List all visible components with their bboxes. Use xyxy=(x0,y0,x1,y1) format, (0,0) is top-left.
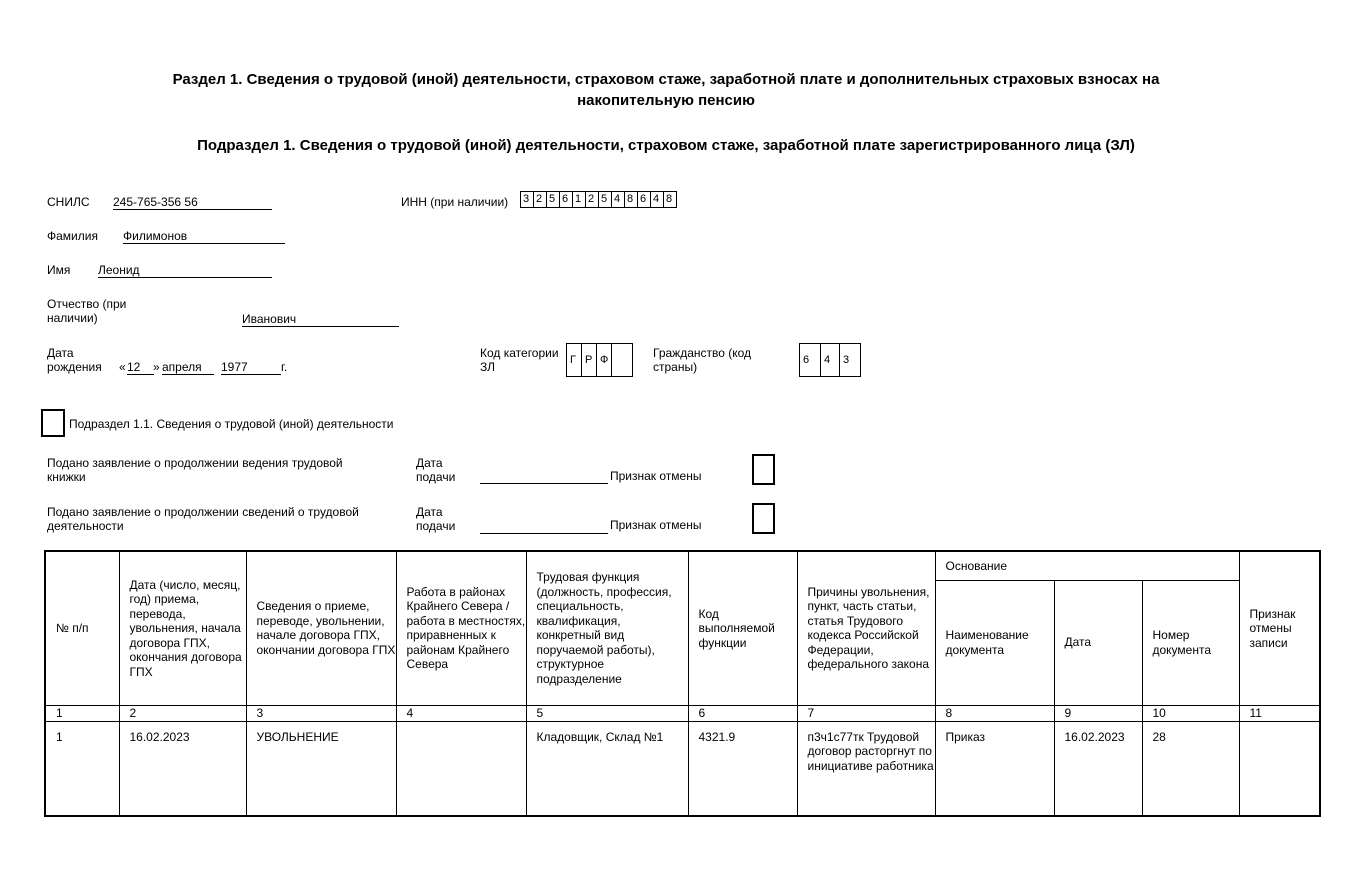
row-event-date: 16.02.2023 xyxy=(119,721,246,816)
cancel-mark-checkbox[interactable] xyxy=(752,454,775,485)
category-label-line1: Код категории xyxy=(480,346,559,360)
header-labor-function: Трудовая функция (должность, профессия, специальность, квалификация, конкретный вид поручаемой работы), структурное подразделение xyxy=(526,551,688,705)
citizenship-code-field[interactable] xyxy=(799,343,861,377)
row-cancel-mark xyxy=(1239,721,1320,816)
inn-digit: 6 xyxy=(560,192,573,207)
work-book-statement-line2: книжки xyxy=(47,470,86,484)
snils-field[interactable]: 245-765-356 56 xyxy=(113,195,272,210)
column-number: 3 xyxy=(246,705,396,721)
submission-date-field[interactable] xyxy=(480,533,608,534)
table-row xyxy=(45,721,1320,816)
row-document-name: Приказ xyxy=(935,721,1054,816)
citizenship-label-line1: Гражданство (код xyxy=(653,346,752,360)
inn-digit: 2 xyxy=(534,192,547,207)
work-book-statement-line1: Подано заявление о продолжении ведения трудовой xyxy=(47,456,343,470)
column-number: 5 xyxy=(526,705,688,721)
section-title-line2: накопительную пенсию xyxy=(577,92,755,109)
inn-digit: 5 xyxy=(599,192,612,207)
birth-close-quote: » xyxy=(153,360,160,374)
section-title-line1: Раздел 1. Сведения о трудовой (иной) деятельности, страховом стаже, заработной плате и дополнительных страховых взносах на xyxy=(172,71,1160,88)
header-document-number: Номер документа xyxy=(1142,580,1239,705)
column-number: 8 xyxy=(935,705,1054,721)
inn-field[interactable] xyxy=(520,191,677,208)
birth-open-quote: « xyxy=(119,360,126,374)
patronymic-field[interactable]: Иванович xyxy=(242,312,399,327)
citizenship-code-cell: 3 xyxy=(840,344,861,376)
header-cancel-mark: Признак отмены записи xyxy=(1239,551,1320,705)
row-far-north xyxy=(396,721,526,816)
birth-year-suffix: г. xyxy=(281,360,288,374)
section-title xyxy=(0,69,1332,111)
inn-digit: 3 xyxy=(521,192,534,207)
submission-date-label-line2: подачи xyxy=(416,470,456,484)
row-labor-function: Кладовщик, Склад №1 xyxy=(526,721,688,816)
row-function-code: 4321.9 xyxy=(688,721,797,816)
birth-year-field[interactable]: 1977 xyxy=(221,360,281,375)
inn-digit: 4 xyxy=(612,192,625,207)
column-number: 2 xyxy=(119,705,246,721)
patronymic-label xyxy=(47,297,126,325)
inn-digit: 1 xyxy=(573,192,586,207)
activity-info-statement-line1: Подано заявление о продолжении сведений о трудовой xyxy=(47,505,359,519)
work-book-statement-label xyxy=(47,456,397,484)
snils-label: СНИЛС xyxy=(47,195,90,209)
column-number: 1 xyxy=(45,705,119,721)
inn-digit: 6 xyxy=(638,192,651,207)
cancel-mark-label: Признак отмены xyxy=(610,518,702,532)
header-far-north: Работа в районах Крайнего Севера / работа в местностях, приравненных к районам Крайнего Севера xyxy=(396,551,526,705)
row-number: 1 xyxy=(45,721,119,816)
subsection-11-checkbox[interactable] xyxy=(41,409,65,437)
inn-digit: 8 xyxy=(664,192,677,207)
category-label-line2: ЗЛ xyxy=(480,360,495,374)
submission-date-label-line1: Дата xyxy=(416,456,443,470)
employment-records-table xyxy=(44,550,1321,817)
submission-date-label-line2: подачи xyxy=(416,519,456,533)
column-number: 11 xyxy=(1239,705,1320,721)
inn-digit: 5 xyxy=(547,192,560,207)
subsection-title: Подраздел 1. Сведения о трудовой (иной) деятельности, страховом стаже, заработной плате зарегистрированного лица (ЗЛ) xyxy=(197,137,1135,154)
submission-date-label-line1: Дата xyxy=(416,505,443,519)
inn-digit: 8 xyxy=(625,192,638,207)
patronymic-label-line1: Отчество (при xyxy=(47,297,127,311)
column-number: 4 xyxy=(396,705,526,721)
row-document-number: 28 xyxy=(1142,721,1239,816)
category-code-cell: Г xyxy=(567,344,582,376)
citizenship-code-cell: 4 xyxy=(821,344,840,376)
inn-label: ИНН (при наличии) xyxy=(401,195,509,209)
header-dismissal-reason: Причины увольнения, пункт, часть статьи, статья Трудового кодекса Российской Федерации, федерального закона xyxy=(797,551,935,705)
column-number: 7 xyxy=(797,705,935,721)
surname-field[interactable]: Филимонов xyxy=(123,229,285,244)
category-code-cell xyxy=(612,344,633,376)
cancel-mark-label: Признак отмены xyxy=(610,469,702,483)
column-number: 10 xyxy=(1142,705,1239,721)
header-number: № п/п xyxy=(45,551,119,705)
row-dismissal-reason: п3ч1с77тк Трудовой договор расторгнут по инициативе работника xyxy=(797,721,935,816)
header-document-date: Дата xyxy=(1054,580,1142,705)
inn-digit: 2 xyxy=(586,192,599,207)
header-event-info: Сведения о приеме, переводе, увольнении, начале договора ГПХ, окончании договора ГПХ xyxy=(246,551,396,705)
subsection-11-label: Подраздел 1.1. Сведения о трудовой (иной) деятельности xyxy=(69,417,394,431)
row-event-info: УВОЛЬНЕНИЕ xyxy=(246,721,396,816)
birth-label-line1: Дата xyxy=(47,346,74,360)
cancel-mark-checkbox[interactable] xyxy=(752,503,775,534)
patronymic-label-line2: наличии) xyxy=(47,311,98,325)
citizenship-label xyxy=(653,346,751,374)
header-document-name: Наименование документа xyxy=(935,580,1054,705)
category-code-cell: Р xyxy=(582,344,597,376)
submission-date-label xyxy=(416,456,455,484)
citizenship-code-cell: 6 xyxy=(800,344,821,376)
citizenship-label-line2: страны) xyxy=(653,360,698,374)
submission-date-field[interactable] xyxy=(480,483,608,484)
birth-label-line2: рождения xyxy=(47,360,102,374)
birth-label xyxy=(47,346,102,374)
submission-date-label xyxy=(416,505,455,533)
inn-digit: 4 xyxy=(651,192,664,207)
category-label xyxy=(480,346,559,374)
category-code-cell: Ф xyxy=(597,344,612,376)
name-field[interactable]: Леонид xyxy=(98,263,272,278)
header-function-code: Код выполняемой функции xyxy=(688,551,797,705)
surname-label: Фамилия xyxy=(47,229,98,243)
header-basis: Основание xyxy=(935,551,1239,580)
birth-day-field[interactable]: 12 xyxy=(127,360,154,375)
row-document-date: 16.02.2023 xyxy=(1054,721,1142,816)
birth-month-field[interactable]: апреля xyxy=(162,360,214,375)
column-number: 6 xyxy=(688,705,797,721)
activity-info-statement-line2: деятельности xyxy=(47,519,124,533)
column-number: 9 xyxy=(1054,705,1142,721)
activity-info-statement-label xyxy=(47,505,397,533)
category-code-field[interactable] xyxy=(566,343,633,377)
name-label: Имя xyxy=(47,263,71,277)
header-event-date: Дата (число, месяц, год) приема, перевода, увольнения, начала договора ГПХ, окончания договора ГПХ xyxy=(119,551,246,705)
